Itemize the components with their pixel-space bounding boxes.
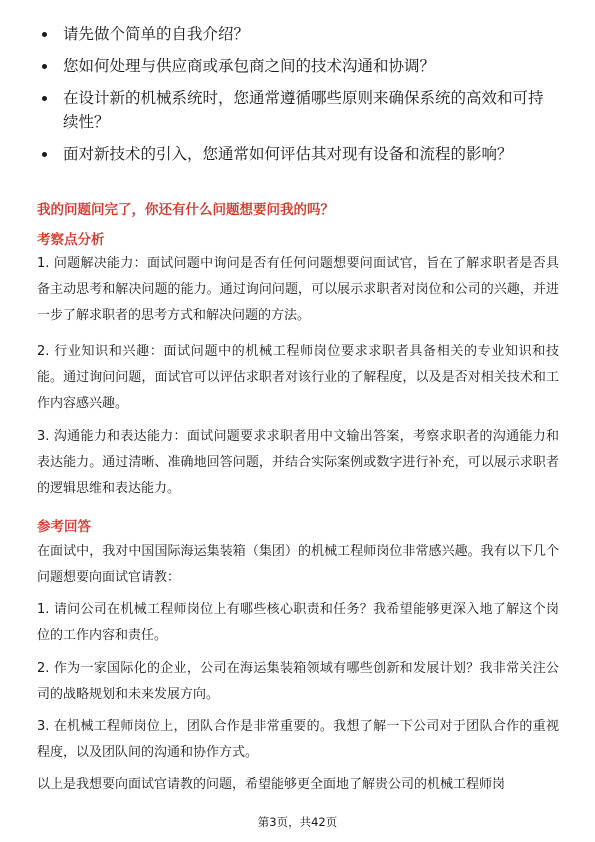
bullet-item	[42, 142, 552, 166]
bullet-dot-icon	[42, 96, 47, 101]
analysis-paragraph: 2. 行业知识和兴趣：面试问题中的机械工程师岗位要求求职者具备相关的专业知识和技能。通过询问问题，面试官可以评估求职者对该行业的了解程度，以及是否对相关技术和工作内容感兴趣。	[37, 344, 559, 411]
bullet-dot-icon	[42, 152, 47, 157]
bullet-text: 面对新技术的引入，您通常如何评估其对现有设备和流程的影响？	[63, 145, 513, 163]
analysis-heading: 考察点分析	[37, 232, 105, 248]
question-title: 我的问题问完了，你还有什么问题想要问我的吗？	[37, 202, 334, 218]
reference-paragraph: 在面试中，我对中国国际海运集装箱（集团）的机械工程师岗位非常感兴趣。我有以下几个问题想要向面试官请教：	[37, 544, 559, 585]
bullet-dot-icon	[42, 32, 47, 37]
bullet-item	[42, 22, 552, 46]
reference-paragraph: 以上是我想要向面试官请教的问题，希望能够更全面地了解贵公司的机械工程师岗	[37, 777, 506, 792]
analysis-paragraph: 1. 问题解决能力：面试问题中询问是否有任何问题想要问面试官，旨在了解求职者是否具备主动思考和解决问题的能力。通过询问问题，可以展示求职者对岗位和公司的兴趣，并进一步了解求职者的思考方式和解决问题的方法。	[37, 256, 559, 323]
reference-paragraph: 1. 请问公司在机械工程师岗位上有哪些核心职责和任务？我希望能够更深入地了解这个岗位的工作内容和责任。	[37, 602, 559, 643]
bullet-text: 您如何处理与供应商或承包商之间的技术沟通和协调？	[63, 57, 436, 75]
question-bullet-list	[42, 22, 552, 174]
reference-paragraph: 3. 在机械工程师岗位上，团队合作是非常重要的。我想了解一下公司对于团队合作的重视程度，以及团队间的沟通和协作方式。	[37, 719, 559, 760]
reference-heading: 参考回答	[37, 519, 91, 535]
bullet-text: 在设计新的机械系统时，您通常遵循哪些原则来确保系统的高效和可持续性？	[63, 89, 544, 131]
bullet-item	[42, 54, 552, 78]
analysis-paragraph: 3. 沟通能力和表达能力：面试问题要求求职者用中文输出答案，考察求职者的沟通能力和表达能力。通过清晰、准确地回答问题，并结合实际案例或数字进行补充，可以展示求职者的逻辑思维和表达能力。	[37, 429, 559, 496]
bullet-text: 请先做个简单的自我介绍？	[63, 25, 250, 43]
reference-paragraph: 2. 作为一家国际化的企业，公司在海运集装箱领域有哪些创新和发展计划？我非常关注公司的战略规划和未来发展方向。	[37, 661, 559, 702]
page-number: 第3页，共42页	[257, 815, 338, 829]
bullet-dot-icon	[42, 64, 47, 69]
bullet-item	[42, 86, 552, 134]
